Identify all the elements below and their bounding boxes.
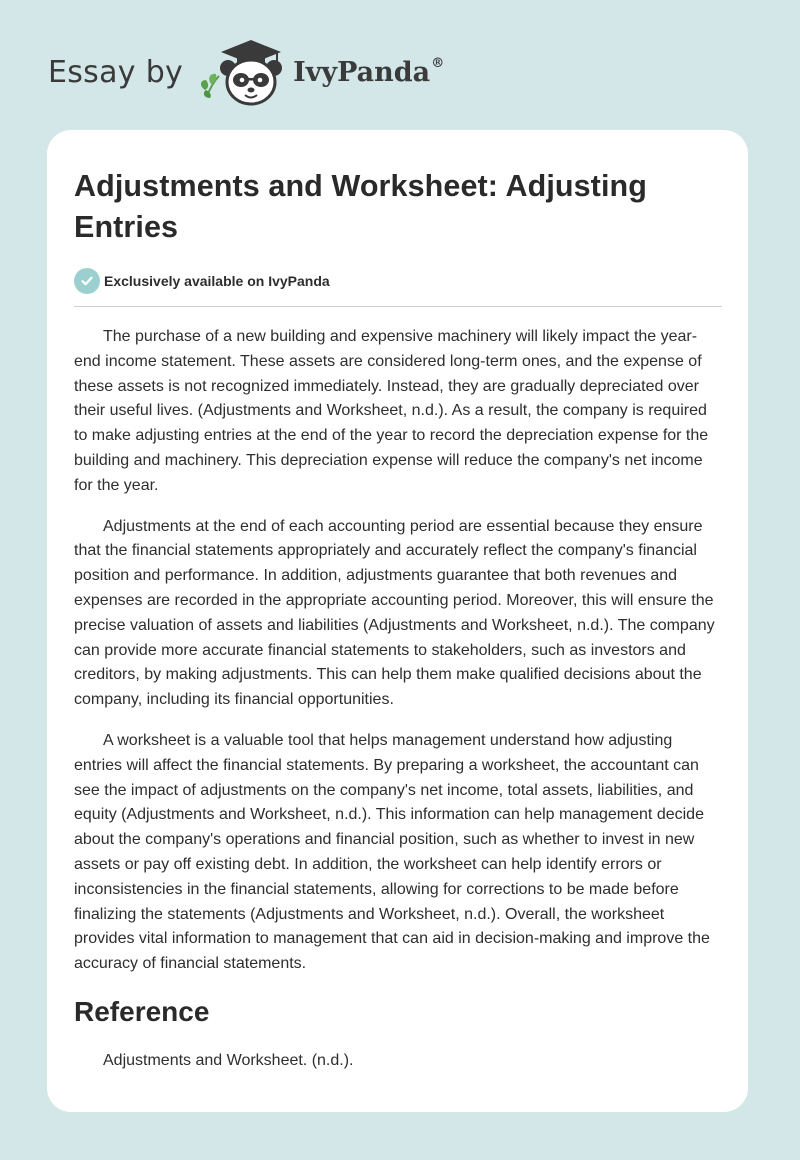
page-title: Adjustments and Worksheet: Adjusting Entries <box>74 169 647 244</box>
essay-body <box>74 325 722 977</box>
essay-card <box>47 130 748 1112</box>
paragraph-2: Adjustments at the end of each accounting period are essential because they ensure that the financial statements appropriately and accurately reflect the company's financial position and performance. In addition, adjustments guarantee that both revenues and expenses are recorded in the appropriate accounting period. Moreover, this will ensure the precise valuation of assets and liabilities (Adjustments and Worksheet, n.d.). The company can provide more accurate financial statements to stakeholders, such as investors and creditors, by making adjustments. This can help them make qualified decisions about the company, including its financial opportunities. <box>74 517 715 709</box>
exclusive-badge <box>74 268 722 294</box>
divider <box>74 306 722 307</box>
essay-by-label: Essay by <box>48 54 184 90</box>
site-header <box>48 36 444 108</box>
registered-mark: ® <box>431 56 445 71</box>
panda-graduate-logo-icon[interactable] <box>197 36 289 108</box>
paragraph-3: A worksheet is a valuable tool that helps management understand how adjusting entries will affect the financial statements. By preparing a worksheet, the accountant can see the impact of adjustments on the company's net income, total assets, liabilities, and equity (Adjustments and Worksheet, n.d.). This information can help management decide about the company's operations and financial position, such as whether to invest in new assets or pay off existing debt. In addition, the worksheet can help identify errors or inconsistencies in the financial statements, allowing for corrections to be made before finalizing the statements (Adjustments and Worksheet, n.d.). Overall, the worksheet provides vital information to management that can aid in decision-making and improve the accuracy of financial statements. <box>74 731 710 973</box>
reference-item: Adjustments and Worksheet. (n.d.). <box>103 1051 354 1069</box>
checkmark-icon <box>74 268 100 294</box>
brand-name[interactable]: IvyPanda® <box>293 56 445 88</box>
paragraph-1: The purchase of a new building and expensive machinery will likely impact the year-end income statement. These assets are considered long-term ones, and the expense of these assets is not recognized immediately. Instead, they are gradually depreciated over their useful lives. (Adjustments and Worksheet, n.d.). As a result, the company is required to make adjusting entries at the end of the year to record the depreciation expense for the building and machinery. This depreciation expense will reduce the company's net income for the year. <box>74 328 709 494</box>
reference-heading: Reference <box>74 995 210 1027</box>
exclusive-label: Exclusively available on IvyPanda <box>104 273 330 289</box>
